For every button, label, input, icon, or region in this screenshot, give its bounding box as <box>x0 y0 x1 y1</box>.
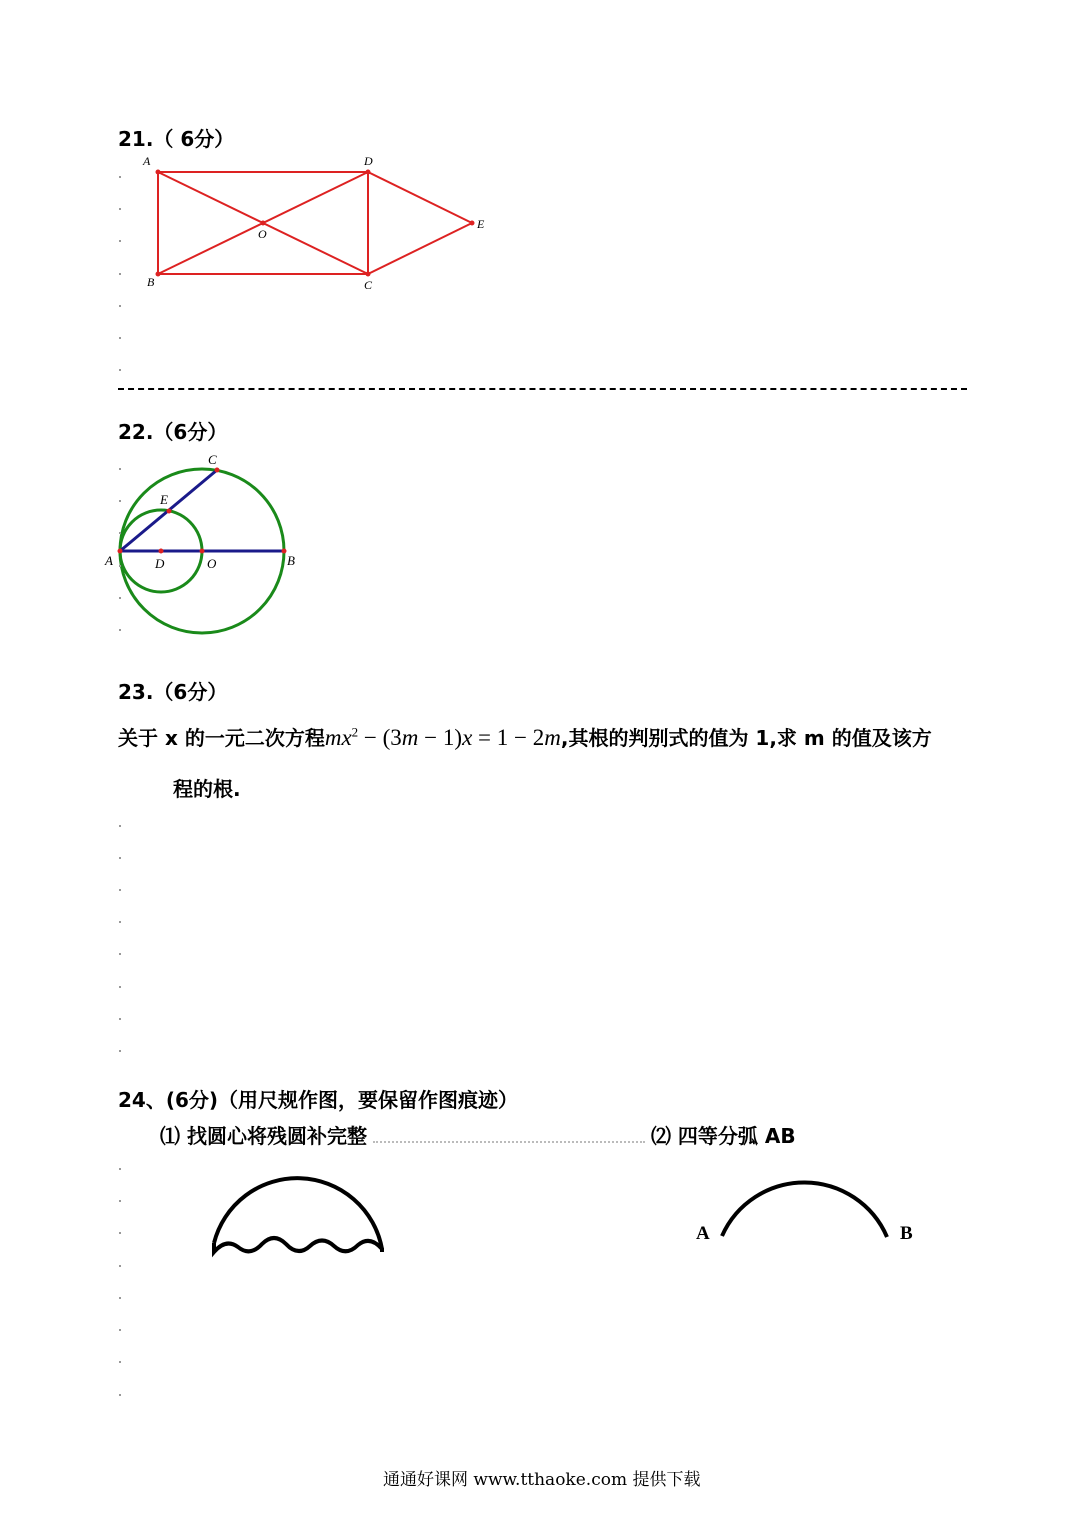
footer-text: 通通好课网 www.tthaoke.com 提供下载 <box>383 1470 701 1490</box>
q22-title: 22.（6分） <box>118 420 228 444</box>
label-c: C <box>208 452 217 467</box>
broken-circle-arc <box>214 1178 382 1249</box>
arc-ab-figure <box>690 1165 920 1255</box>
arc-ab <box>722 1182 887 1237</box>
label-c: C <box>364 278 373 292</box>
label-a: A <box>105 553 113 568</box>
label-a: A <box>143 154 151 168</box>
label-b: B <box>287 553 295 568</box>
label-b: B <box>147 275 155 289</box>
segment-de <box>368 172 472 223</box>
q23-title: 23.（6分） <box>118 680 228 704</box>
q24-part1: ⑴ 找圆心将残圆补完整 <box>160 1124 367 1148</box>
label-d: D <box>364 154 373 168</box>
q24-parts <box>160 1120 796 1149</box>
q23-equation: $mx^2 - (3m - 1)x = 1 - 2m$ <box>324 724 561 750</box>
label-e: E <box>160 492 168 507</box>
q24-title: 24、(6分)（用尺规作图，要保留作图痕迹） <box>118 1088 519 1112</box>
q23-text-before: 关于 x 的一元二次方程 <box>118 726 325 750</box>
q23-text-line1 <box>118 722 932 751</box>
section-divider <box>118 388 967 390</box>
label-a: A <box>696 1223 710 1244</box>
label-o: O <box>207 556 217 571</box>
segment-ce <box>368 223 472 274</box>
q23-text-line2: 程的根. <box>173 777 241 801</box>
q21-title: 21.（ 6分） <box>118 127 235 151</box>
q23-text-after: ,其根的判别式的值为 1,求 m 的值及该方 <box>560 726 932 750</box>
label-e: E <box>477 217 485 231</box>
dotted-leader <box>373 1129 645 1143</box>
label-o: O <box>258 227 267 241</box>
q21-figure <box>130 150 500 295</box>
broken-circle-figure <box>200 1165 400 1265</box>
label-b: B <box>900 1223 913 1244</box>
broken-circle-wavy-edge <box>214 1238 382 1252</box>
q24-part2: ⑵ 四等分弧 AB <box>650 1124 796 1148</box>
label-d: D <box>155 556 165 571</box>
q22-figure <box>100 450 310 640</box>
